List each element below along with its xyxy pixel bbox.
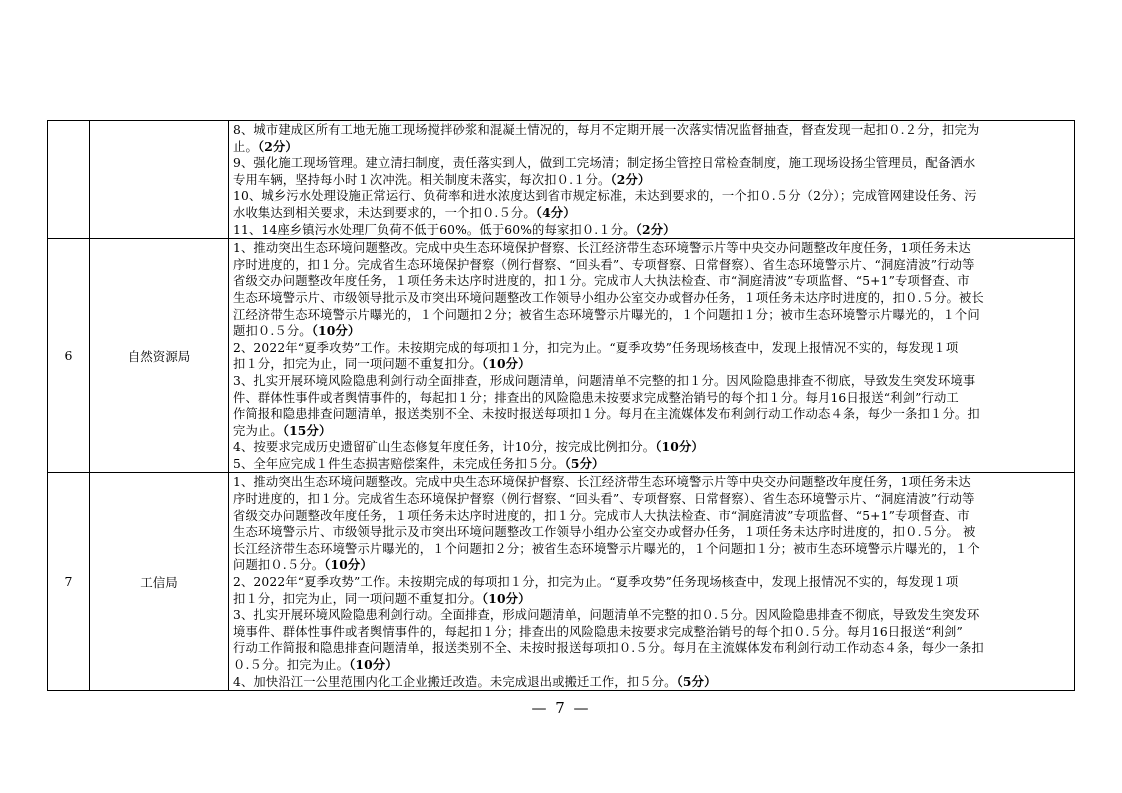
criteria-line xyxy=(233,508,1070,525)
table-row xyxy=(48,239,1075,473)
criteria-text: 江经济带生态环境警示片曝光的，１个问题扣２分；被省生态环境警示片曝光的，１个问题扣１分；被市生态环境警示片曝光的，１个问 xyxy=(233,307,980,322)
criteria-text: 境事件、群体性事件或者舆情事件的，每起扣１分；排查出的风险隐患未按要求完成整治销号的每个扣０.５分。每月16日报送“利剑” xyxy=(233,624,963,639)
criteria-line xyxy=(233,172,1070,189)
row-number-cell xyxy=(48,121,90,239)
assessment-table xyxy=(47,120,1075,691)
score-label: （10分） xyxy=(324,557,373,573)
score-label: （2分） xyxy=(257,138,298,154)
criteria-line xyxy=(233,456,1070,473)
criteria-line xyxy=(233,340,1070,357)
criteria-line xyxy=(233,491,1070,508)
criteria-line xyxy=(233,307,1070,324)
criteria-line xyxy=(233,257,1070,274)
criteria-text: 9、强化施工现场管理。建立清扫制度，责任落实到人，做到工完场清；制定扬尘管控日常检查制度，施工现场设扬尘管理员，配备洒水 xyxy=(233,156,976,171)
criteria-text: 省级交办问题整改年度任务，１项任务未达序时进度的，扣１分。完成市人大执法检查、市“洞庭清波”专项监督、“5+1”专项督查、市 xyxy=(233,274,970,289)
score-label: （10分） xyxy=(655,439,704,455)
criteria-line xyxy=(233,439,1070,456)
criteria-text: ０.５分。扣完为止。 xyxy=(233,658,350,672)
criteria-text: 扣１分，扣完为止，同一项问题不重复扣分。 xyxy=(233,591,482,606)
table-row xyxy=(48,121,1075,239)
unit-name-cell: 自然资源局 xyxy=(90,239,229,473)
criteria-line xyxy=(233,188,1070,205)
criteria-cell xyxy=(229,121,1075,239)
criteria-line xyxy=(233,624,1070,641)
criteria-line xyxy=(233,574,1070,591)
criteria-text: 1、推动突出生态环境问题整改。完成中央生态环境保护督察、长江经济带生态环境警示片等中央交办问题整改年度任务，1项任务未达 xyxy=(233,475,971,490)
unit-name-cell: 工信局 xyxy=(90,473,229,691)
criteria-cell xyxy=(229,239,1075,473)
criteria-line xyxy=(233,557,1070,574)
table-row xyxy=(48,473,1075,691)
score-label: （10分） xyxy=(481,590,531,606)
score-label: （10分） xyxy=(311,323,361,339)
criteria-text: 行动工作简报和隐患排查问题清单，报送类别不全、未按时报送每项扣０.５分。每月在主流媒体发布利剑行动工作动态４条，每少一条扣 xyxy=(233,641,984,656)
criteria-line xyxy=(233,122,1070,139)
criteria-text: 3、扎实开展环境风险隐患利剑行动。全面排查，形成问题清单，问题清单不完整的扣０.５分。因风险隐患排查不彻底，导致发生突发环 xyxy=(233,608,980,623)
score-label: （2分） xyxy=(610,171,651,187)
criteria-text: 省级交办问题整改年度任务，１项任务未达序时进度的，扣１分。完成市人大执法检查、市“洞庭清波”专项监督、“5+1”专项督查、市 xyxy=(233,508,970,523)
criteria-line xyxy=(233,155,1070,172)
criteria-text: 4、加快沿江一公里范围内化工企业搬迁改造。未完成退出或搬迁工作，扣５分。 xyxy=(233,674,677,689)
criteria-text: 扣１分，扣完为止，同一项问题不重复扣分。 xyxy=(233,357,482,372)
row-number-cell: 6 xyxy=(48,239,90,473)
score-label: （10分） xyxy=(349,657,398,672)
criteria-line xyxy=(233,474,1070,491)
criteria-line xyxy=(233,640,1070,657)
criteria-line xyxy=(233,406,1070,423)
criteria-text: 件、群体性事件或者舆情事件的，每起扣１分；排查出的风险隐患未按要求完成整治销号的每个扣１分。每月16日报送“利剑”行动工 xyxy=(233,390,959,405)
score-label: （5分） xyxy=(564,455,605,471)
criteria-line xyxy=(233,356,1070,373)
criteria-text: 10、城乡污水处理设施正常运行、负荷率和进水浓度达到省市规定标准，未达到要求的，一个扣０.５分（2分）；完成管网建设任务、污 xyxy=(233,189,977,204)
criteria-text: 长江经济带生态环境警示片曝光的，１个问题扣２分；被省生态环境警示片曝光的，１个问题扣１分；被市生态环境警示片曝光的，１个 xyxy=(233,541,980,556)
criteria-text: 问题扣０.５分。 xyxy=(233,558,325,573)
criteria-text: 专用车辆，坚持每小时１次冲洗。相关制度未落实，每次扣０.１分。 xyxy=(233,172,611,187)
criteria-text: 3、扎实开展环境风险隐患利剑行动全面排查，形成问题清单，问题清单不完整的扣１分。因风险隐患排查不彻底，导致发生突发环境事 xyxy=(233,373,976,388)
criteria-text: 11、14座乡镇污水处理厂负荷不低于60%。低于60%的每家扣０.１分。 xyxy=(233,222,636,237)
criteria-text: 序时进度的，扣１分。完成省生态环境保护督察（例行督察、“回头看”、专项督察、日常督察）、省生态环境警示片、“洞庭清波”行动等 xyxy=(233,492,975,507)
page-number: — 7 — xyxy=(531,699,591,717)
score-label: （4分） xyxy=(535,204,576,220)
score-label: （15分） xyxy=(282,422,332,438)
criteria-text: 题扣０.５分。 xyxy=(233,324,312,339)
score-label: （10分） xyxy=(481,356,531,372)
criteria-line xyxy=(233,390,1070,407)
criteria-text: 2、2022年“夏季攻势”工作。未按期完成的每项扣１分，扣完为止。“夏季攻势”任务现场核查中，发现上报情况不实的，每发现１项 xyxy=(233,340,959,355)
criteria-line xyxy=(233,373,1070,390)
criteria-line xyxy=(233,674,1070,691)
criteria-line xyxy=(233,524,1070,541)
criteria-line xyxy=(233,423,1070,440)
criteria-line xyxy=(233,657,1070,674)
criteria-line xyxy=(233,240,1070,257)
criteria-text: 4、按要求完成历史遗留矿山生态修复年度任务，计10分，按完成比例扣分。 xyxy=(233,440,656,455)
criteria-text: 5、全年应完成１件生态损害赔偿案件，未完成任务扣５分。 xyxy=(233,456,565,471)
criteria-text: 水收集达到相关要求，未达到要求的，一个扣０.５分。 xyxy=(233,205,536,220)
criteria-text: 生态环境警示片、市级领导批示及市突出环境问题整改工作领导小组办公室交办或督办任务，１项任务未达序时进度的，扣０.５分。被长 xyxy=(233,290,984,305)
criteria-line xyxy=(233,323,1070,340)
criteria-line xyxy=(233,591,1070,608)
row-number-cell: 7 xyxy=(48,473,90,691)
unit-name-cell xyxy=(90,121,229,239)
criteria-text: 序时进度的，扣１分。完成省生态环境保护督察（例行督察、“回头看”、专项督察、日常督察）、省生态环境警示片、“洞庭清波”行动等 xyxy=(233,257,975,272)
criteria-text: 2、2022年“夏季攻势”工作。未按期完成的每项扣１分，扣完为止。“夏季攻势”任务现场核查中，发现上报情况不实的，每发现１项 xyxy=(233,575,959,590)
criteria-line xyxy=(233,541,1070,558)
criteria-line xyxy=(233,607,1070,624)
criteria-line xyxy=(233,139,1070,156)
criteria-text: 止。 xyxy=(233,139,258,154)
criteria-line xyxy=(233,222,1070,239)
criteria-text: 完为止。 xyxy=(233,423,283,438)
criteria-text: 作简报和隐患排查问题清单，报送类别不全、未按时报送每项扣１分。每月在主流媒体发布利剑行动工作动态４条，每少一条扣１分。扣 xyxy=(233,407,980,422)
criteria-text: 8、城市建成区所有工地无施工现场搅拌砂浆和混凝土情况的，每月不定期开展一次落实情况监督抽查，督查发现一起扣０.２分，扣完为 xyxy=(233,123,980,137)
criteria-text: 1、推动突出生态环境问题整改。完成中央生态环境保护督察、长江经济带生态环境警示片等中央交办问题整改年度任务，1项任务未达 xyxy=(233,241,971,256)
criteria-cell xyxy=(229,473,1075,691)
criteria-line xyxy=(233,290,1070,307)
criteria-text: 生态环境警示片、市级领导批示及市突出环境问题整改工作领导小组办公室交办或督办任务，１项任务未达序时进度的，扣０.５分。 被 xyxy=(233,525,976,540)
criteria-line xyxy=(233,273,1070,290)
score-label: （2分） xyxy=(635,221,676,237)
score-label: （5分） xyxy=(676,673,717,689)
criteria-line xyxy=(233,205,1070,222)
table-body xyxy=(48,121,1075,691)
